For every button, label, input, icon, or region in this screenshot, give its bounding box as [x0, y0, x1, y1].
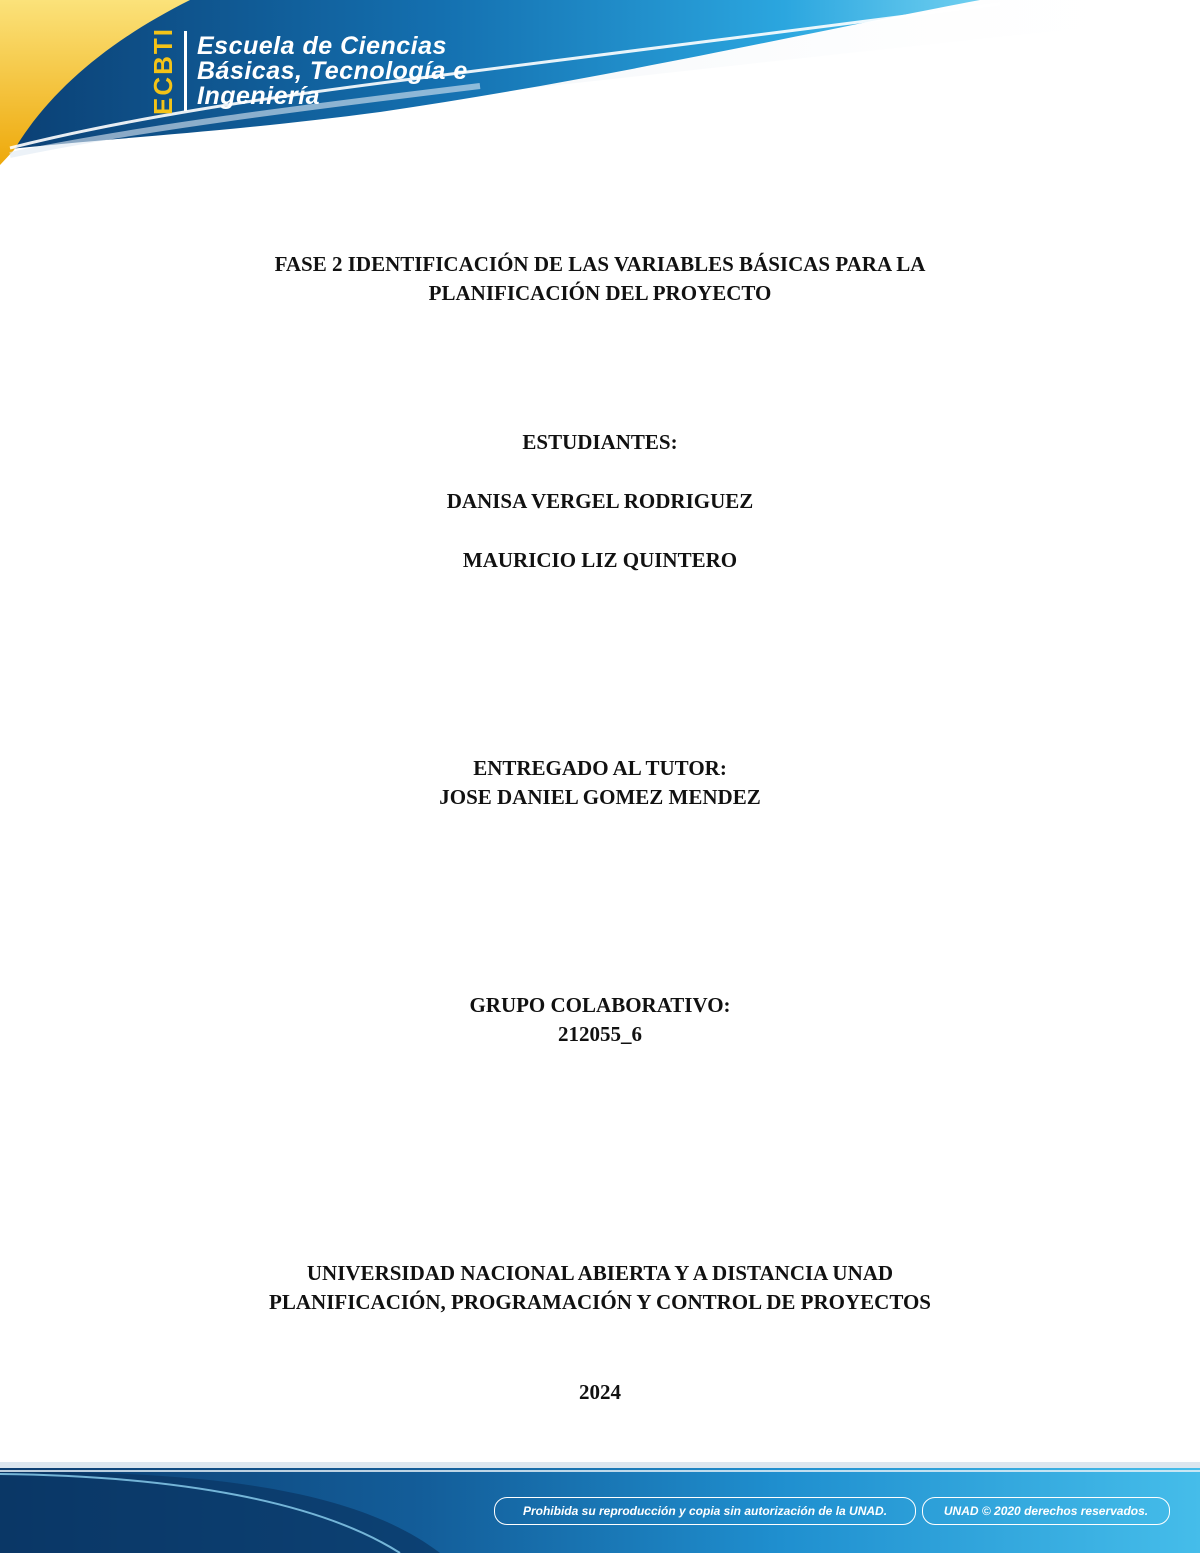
university-name: UNIVERSIDAD NACIONAL ABIERTA Y A DISTANCIA UNAD: [306, 1261, 894, 1285]
student-name-2: MAURICIO LIZ QUINTERO: [462, 548, 738, 572]
university-section: [0, 1259, 1200, 1317]
school-acronym: ECBTI: [148, 27, 178, 115]
reproduction-notice-text: Prohibida su reproducción y copia sin autorización de la UNAD.: [522, 1504, 888, 1518]
title-line-1: FASE 2 IDENTIFICACIÓN DE LAS VARIABLES BÁSICAS PARA LA: [274, 252, 926, 276]
student-name-1-block: [0, 487, 1200, 516]
tutor-section: [0, 754, 1200, 812]
students-section: [0, 428, 1200, 457]
students-heading: ESTUDIANTES:: [522, 430, 678, 454]
school-name: [197, 31, 468, 110]
school-name-line-1: Escuela de Ciencias: [197, 31, 447, 60]
school-name-line-3: Ingeniería: [197, 81, 321, 110]
copyright-notice: [922, 1497, 1170, 1525]
group-heading: GRUPO COLABORATIVO:: [469, 993, 731, 1017]
school-name-line-2: Básicas, Tecnología e: [197, 56, 468, 85]
school-logo: [150, 28, 468, 114]
reproduction-notice: [494, 1497, 916, 1525]
student-name-2-block: [0, 546, 1200, 575]
course-name: PLANIFICACIÓN, PROGRAMACIÓN Y CONTROL DE PROYECTOS: [269, 1290, 931, 1314]
group-code: 212055_6: [558, 1022, 642, 1046]
document-title: [0, 250, 1200, 308]
copyright-notice-text: UNAD © 2020 derechos reservados.: [943, 1504, 1149, 1518]
tutor-name: JOSE DANIEL GOMEZ MENDEZ: [439, 785, 761, 809]
tutor-heading: ENTREGADO AL TUTOR:: [473, 756, 727, 780]
logo-divider: [184, 31, 187, 111]
year-section: [0, 1378, 1200, 1407]
title-line-2: PLANIFICACIÓN DEL PROYECTO: [428, 281, 772, 305]
student-name-1: DANISA VERGEL RODRIGUEZ: [446, 489, 754, 513]
document-year: 2024: [579, 1380, 621, 1404]
group-section: [0, 991, 1200, 1049]
